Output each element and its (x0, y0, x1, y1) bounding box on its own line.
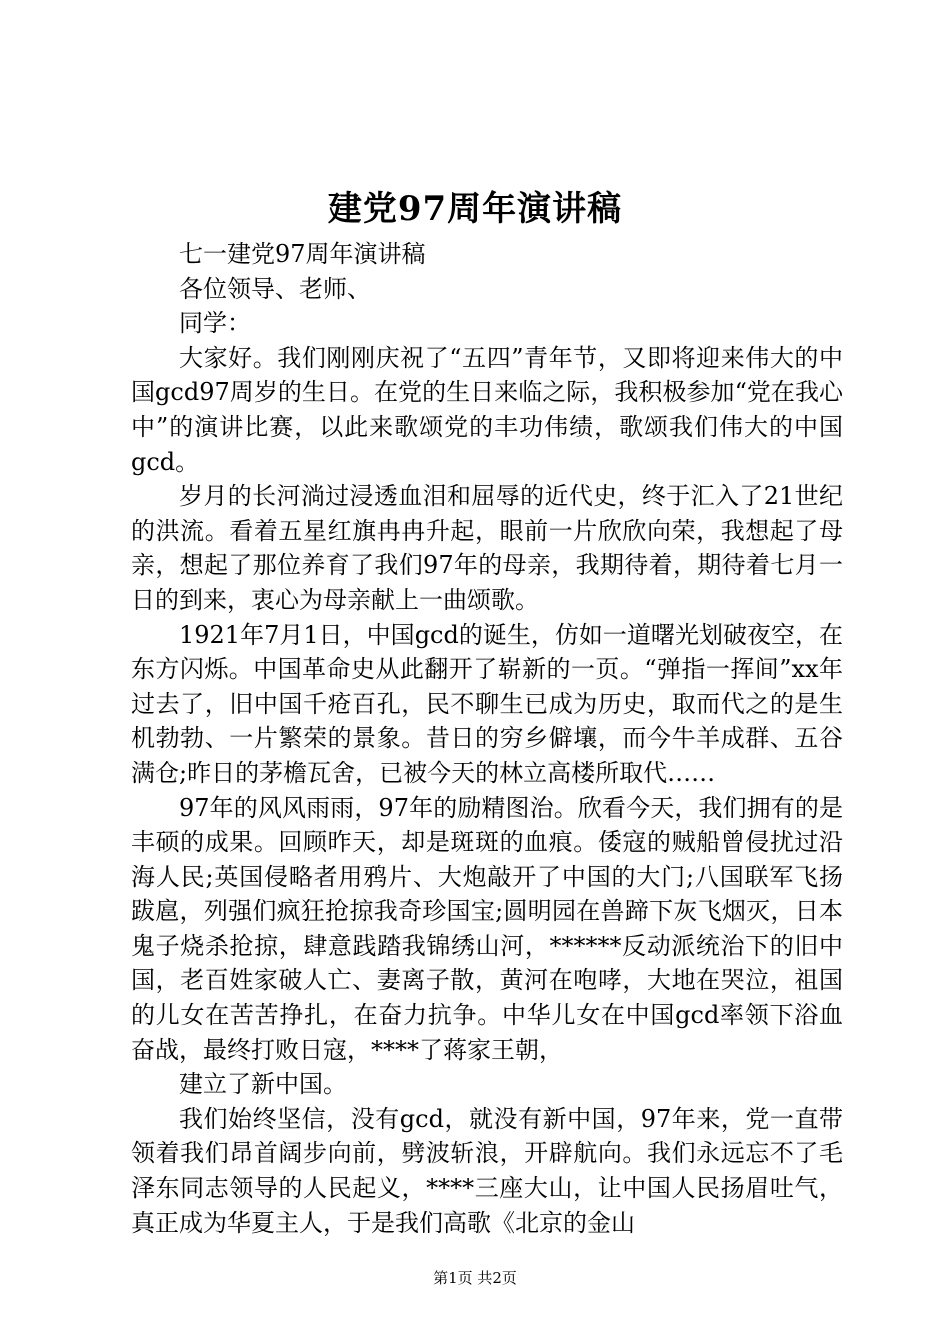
paragraph-salutation: 各位领导、老师、 (179, 274, 371, 303)
paragraph: 建立了新中国。 (179, 1070, 347, 1099)
paragraph-heading: 七一建党97周年演讲稿 (179, 240, 426, 268)
paragraph: 我们始终坚信，没有gcd，就没有新中国，97年来，党一直带领着我们昂首阔步向前，劈波斩浪，开辟航向。我们永远忘不了毛泽东同志领导的人民起义，****三座大山，让中国人民扬眉吐气，真正成为华夏主人，于是我们高歌《北京的金山 (131, 1104, 843, 1237)
paragraph: 1921年7月1日，中国gcd的诞生，仿如一道曙光划破夜空，在东方闪烁。中国革命史从此翻开了崭新的一页。“弹指一挥间”xx年过去了，旧中国千疮百孔，民不聊生已成为历史，取而代之的是生机勃勃、一片繁荣的景象。昔日的穷乡僻壤，而今牛羊成群、五谷满仓;昨日的茅檐瓦舍，已被今天的林立高楼所取代…… (131, 620, 843, 787)
paragraph: 97年的风风雨雨，97年的励精图治。欣看今天，我们拥有的是丰硕的成果。回顾昨天，却是斑斑的血痕。倭寇的贼船曾侵扰过沿海人民;英国侵略者用鸦片、大炮敲开了中国的大门;八国联军飞扬跋扈，列强们疯狂抢掠我奇珍国宝;圆明园在兽蹄下灰飞烟灭，日本鬼子烧杀抢掠，肆意践踏我锦绣山河，******反动派统治下的旧中国，老百姓家破人亡、妻离子散，黄河在咆哮，大地在哭泣，祖国的儿女在苦苦挣扎，在奋力抗争。中华儿女在中国gcd率领下浴血奋战，最终打败日寇，****了蒋家王朝， (131, 793, 843, 1064)
paragraph-salutation-cont: 同学： (179, 309, 251, 338)
page-number: 第1页 共2页 (433, 1269, 517, 1287)
paragraph: 大家好。我们刚刚庆祝了“五四”青年节，又即将迎来伟大的中国gcd97周岁的生日。在党的生日来临之际，我积极参加“党在我心中”的演讲比赛，以此来歌颂党的丰功伟绩，歌颂我们伟大的中国gcd。 (131, 343, 843, 476)
document-title: 建党97周年演讲稿 (327, 189, 623, 229)
paragraph: 岁月的长河淌过浸透血泪和屈辱的近代史，终于汇入了21世纪的洪流。看着五星红旗冉冉升起，眼前一片欣欣向荣，我想起了母亲，想起了那位养育了我们97年的母亲，我期待着，期待着七月一日的到来，衷心为母亲献上一曲颂歌。 (131, 482, 843, 614)
document-body (131, 237, 843, 1240)
